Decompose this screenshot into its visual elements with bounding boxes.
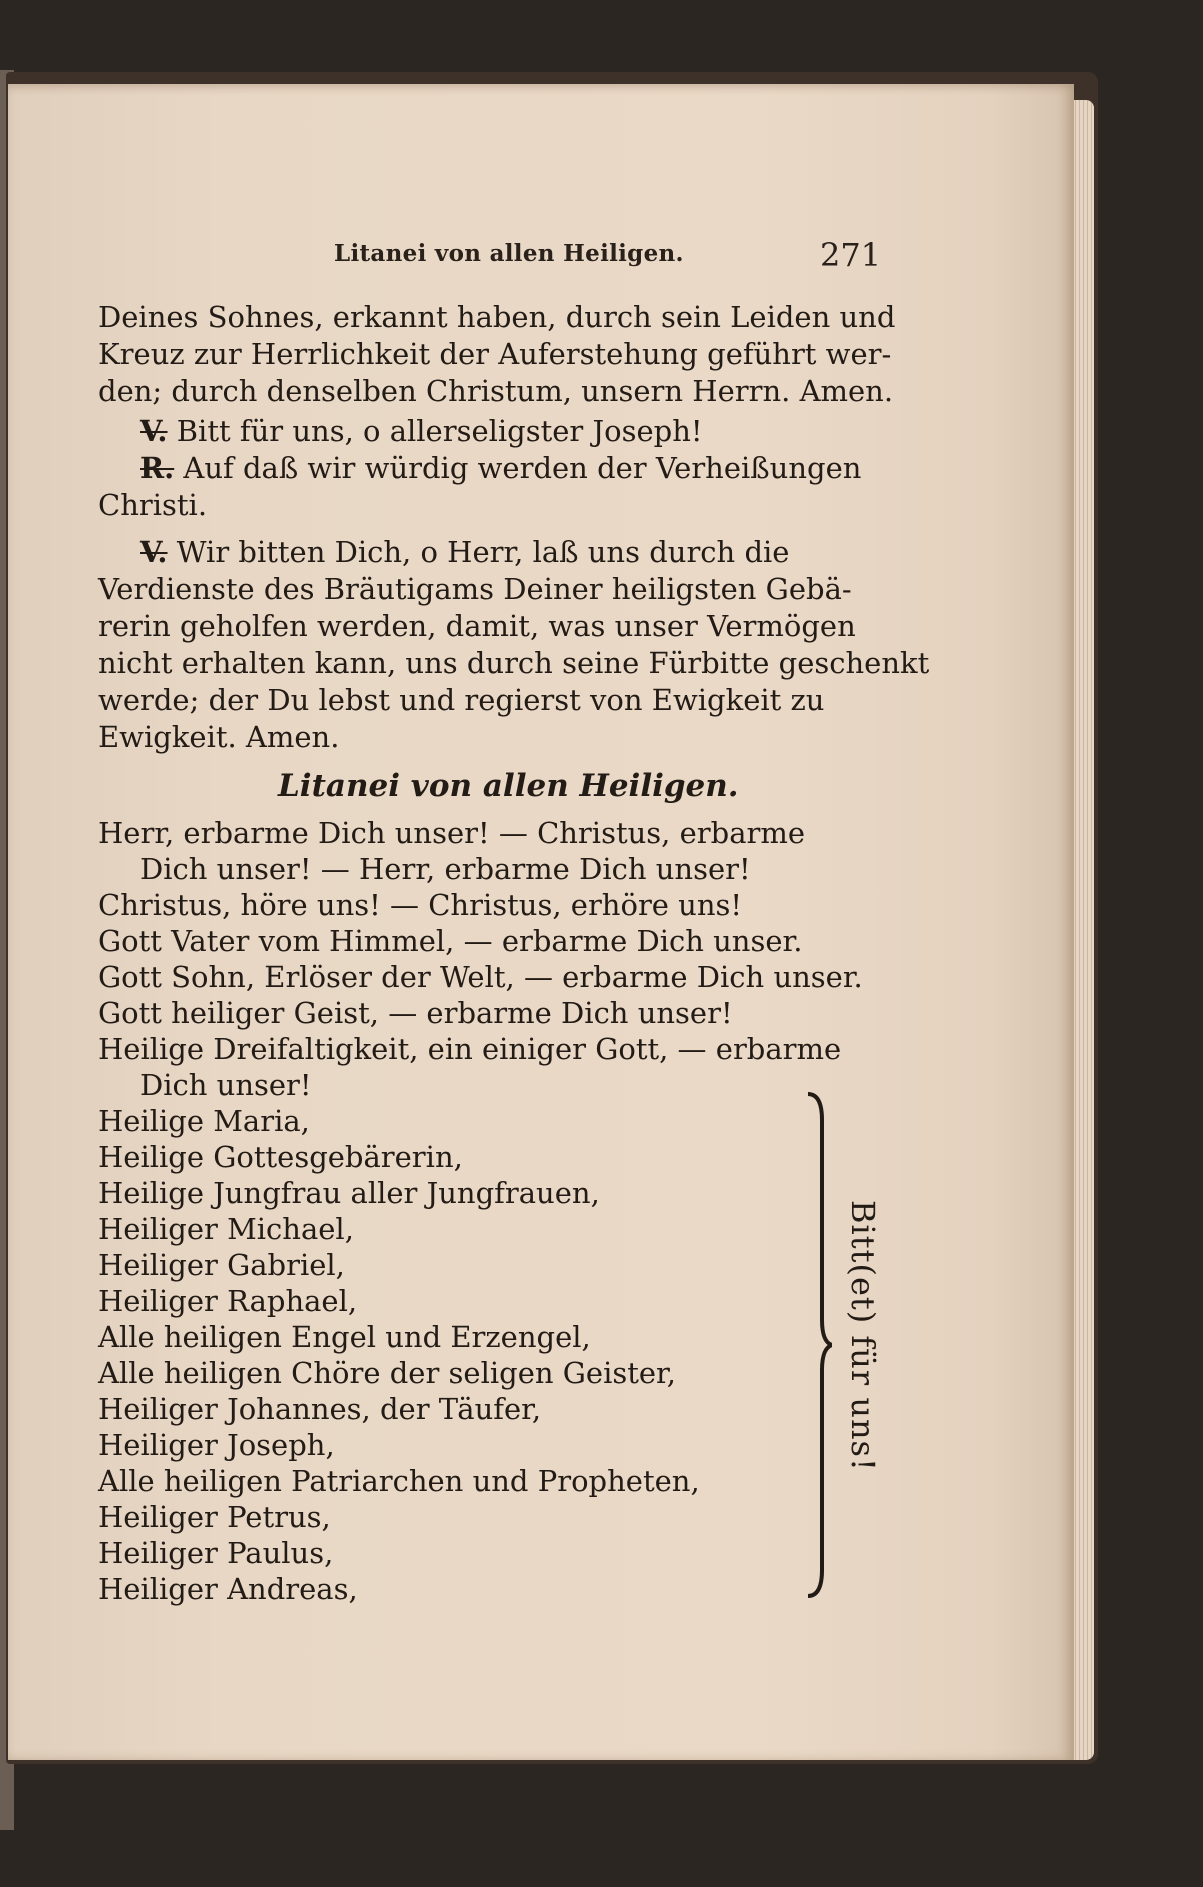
response-1-cont: Christi. — [98, 488, 208, 522]
litany-opening-line: Gott Sohn, Erlöser der Welt, — erbarme Dich unser. — [98, 960, 863, 994]
prayer-line: den; durch denselben Christum, unsern Herrn. Amen. — [98, 374, 894, 408]
versicle-mark: V. — [140, 535, 168, 569]
litany-opening-line: Christus, höre uns! — Christus, erhöre uns! — [98, 888, 743, 922]
running-header: Litanei von allen Heiligen. — [334, 240, 684, 267]
invocation-line: Heiliger Michael, — [98, 1212, 354, 1246]
invocation-line: Heiliger Johannes, der Täufer, — [98, 1392, 542, 1426]
versicle-2-line: Verdienste des Bräutigams Deiner heiligsten Gebä- — [98, 572, 852, 606]
versicle-2-line: werde; der Du lebst und regierst von Ewigkeit zu — [98, 683, 825, 717]
invocation-line: Heilige Jungfrau aller Jungfrauen, — [98, 1176, 600, 1210]
invocation-line: Heiliger Gabriel, — [98, 1248, 345, 1282]
invocation-line: Heilige Maria, — [98, 1104, 310, 1138]
invocation-line: Alle heiligen Chöre der seligen Geister, — [98, 1356, 676, 1390]
curly-brace-icon — [804, 1090, 832, 1600]
litany-opening-line: Herr, erbarme Dich unser! — Christus, erbarme — [98, 816, 806, 850]
litany-opening-line: Dich unser! — [140, 1068, 312, 1102]
versicle-mark: V. — [140, 414, 168, 448]
litany-opening-line: Gott Vater vom Himmel, — erbarme Dich unser. — [98, 924, 803, 958]
versicle-2 — [140, 535, 789, 569]
prayer-line: Kreuz zur Herrlichkeit der Auferstehung geführt wer- — [98, 337, 892, 371]
invocation-line: Alle heiligen Patriarchen und Propheten, — [98, 1464, 700, 1498]
response-1 — [140, 451, 861, 485]
litany-title: Litanei von allen Heiligen. — [278, 768, 739, 804]
litany-opening-line: Heilige Dreifaltigkeit, ein einiger Gott, — erbarme — [98, 1032, 842, 1066]
invocation-line: Heiliger Paulus, — [98, 1536, 334, 1570]
invocation-line: Alle heiligen Engel und Erzengel, — [98, 1320, 591, 1354]
invocation-line: Heiliger Raphael, — [98, 1284, 358, 1318]
prayer-line: Deines Sohnes, erkannt haben, durch sein Leiden und — [98, 300, 896, 334]
versicle-2-line: nicht erhalten kann, uns durch seine Fürbitte geschenkt — [98, 646, 930, 680]
versicle-text: Bitt für uns, o allerseligster Joseph! — [176, 414, 703, 448]
response-mark: R. — [140, 451, 175, 485]
invocation-line: Heiliger Joseph, — [98, 1428, 335, 1462]
versicle-2-line: rerin geholfen werden, damit, was unser Vermögen — [98, 609, 856, 643]
litany-opening-line: Gott heiliger Geist, — erbarme Dich unser! — [98, 996, 733, 1030]
invocation-line: Heiliger Petrus, — [98, 1500, 331, 1534]
versicle-2-line: Ewigkeit. Amen. — [98, 720, 340, 754]
litany-response: Bitt(et) für uns! — [844, 1200, 882, 1472]
page-number: 271 — [820, 236, 882, 274]
versicle-1 — [140, 414, 703, 448]
litany-opening-line: Dich unser! — Herr, erbarme Dich unser! — [140, 852, 751, 886]
invocation-line: Heiliger Andreas, — [98, 1572, 358, 1606]
versicle-text: Wir bitten Dich, o Herr, laß uns durch die — [176, 535, 790, 569]
invocation-line: Heilige Gottesgebärerin, — [98, 1140, 463, 1174]
response-text: Auf daß wir würdig werden der Verheißungen — [183, 451, 862, 485]
